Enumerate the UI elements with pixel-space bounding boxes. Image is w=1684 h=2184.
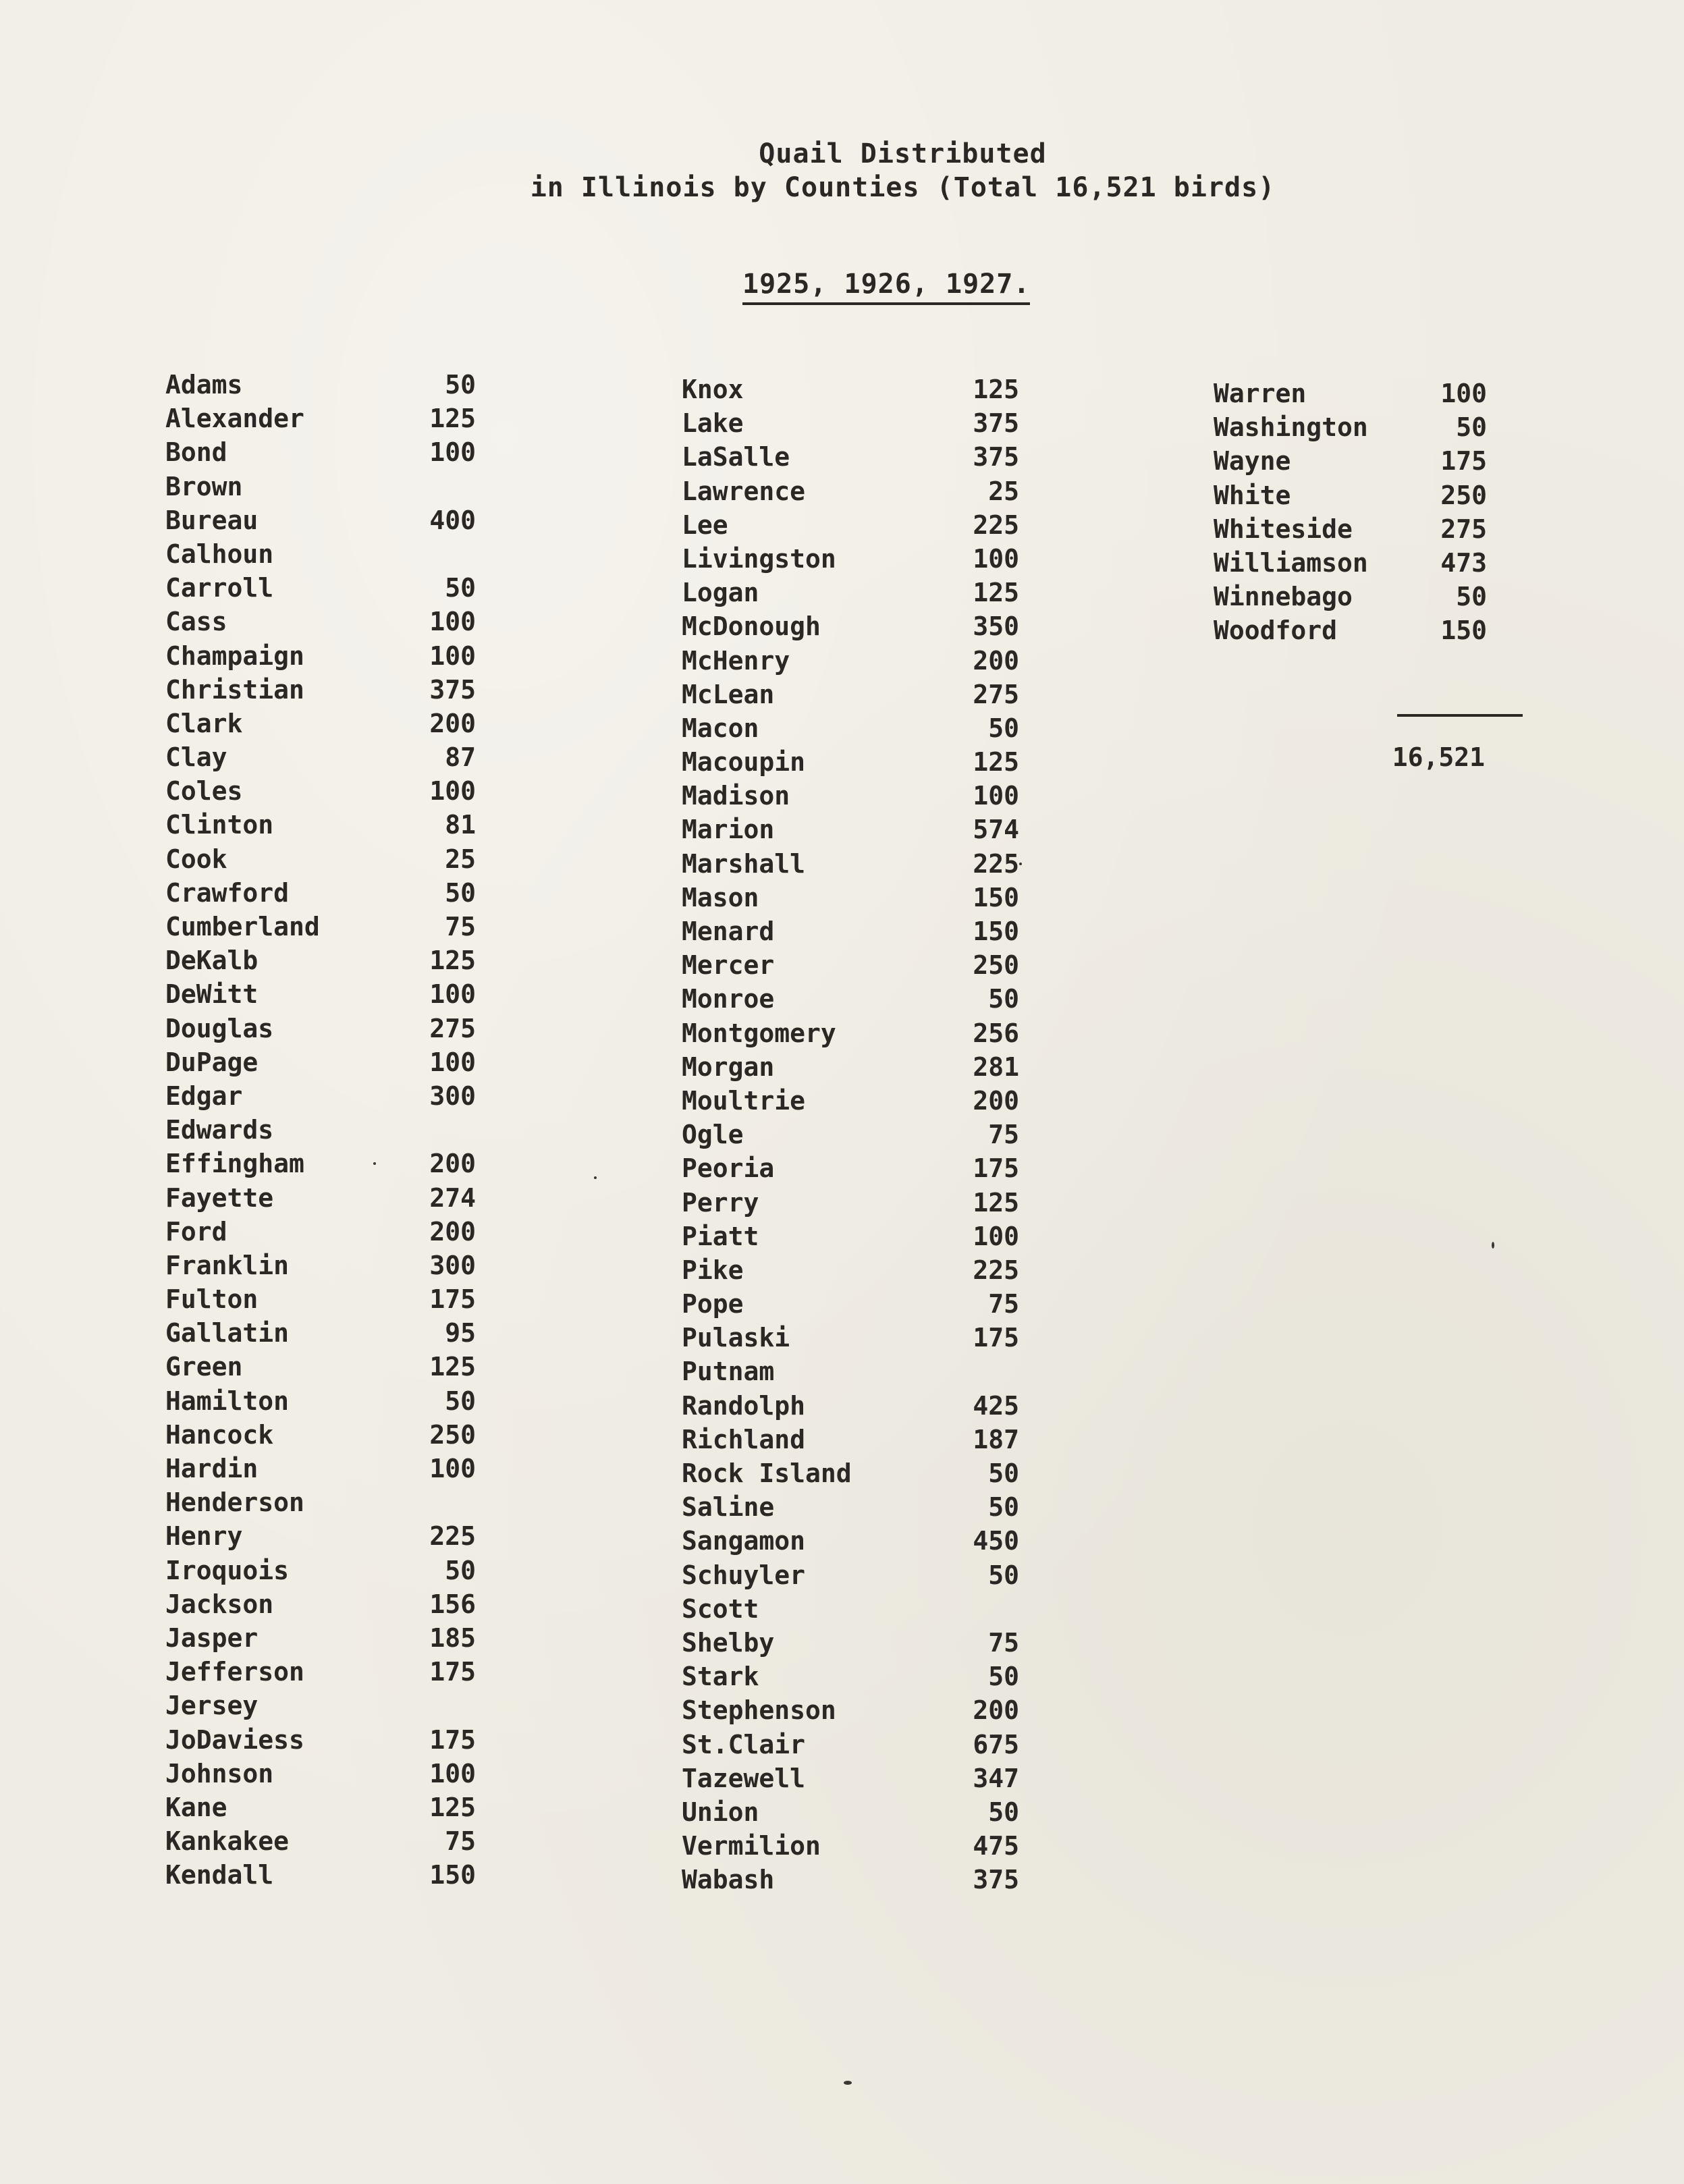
- bird-count: 100: [1440, 379, 1487, 408]
- bird-count: 475: [973, 1831, 1019, 1861]
- bird-count: 275: [973, 679, 1019, 709]
- county-name: Henry: [165, 1521, 243, 1552]
- county-name: Madison: [682, 781, 790, 811]
- county-name: Randolph: [682, 1390, 806, 1421]
- bird-count: 100: [973, 781, 1019, 811]
- county-name: Rock Island: [682, 1458, 852, 1488]
- county-name: Washington: [1214, 412, 1368, 443]
- bird-count: 50: [988, 1662, 1019, 1692]
- bird-count: 275: [1440, 514, 1487, 544]
- bird-count: 50: [445, 1386, 476, 1416]
- bird-count: 50: [988, 984, 1019, 1014]
- bird-count: 300: [429, 1250, 476, 1280]
- bird-count: 375: [973, 442, 1019, 472]
- bird-count: 50: [988, 1458, 1019, 1488]
- county-name: Johnson: [165, 1758, 274, 1789]
- bird-count: 200: [973, 1085, 1019, 1116]
- county-name: Warren: [1214, 379, 1307, 408]
- bird-count: 50: [1456, 582, 1487, 612]
- county-name: Hancock: [165, 1419, 274, 1450]
- bird-count: 187: [973, 1424, 1019, 1454]
- county-name: Kane: [165, 1792, 227, 1822]
- county-name: Woodford: [1214, 616, 1338, 646]
- bird-count: 200: [429, 1149, 476, 1179]
- county-name: Cumberland: [165, 912, 320, 941]
- paper-speck: [1492, 1242, 1494, 1249]
- paper-speck: [373, 1162, 376, 1165]
- county-name: Cass: [165, 607, 227, 637]
- bird-count: 375: [973, 1865, 1019, 1895]
- bird-count: 125: [429, 1792, 476, 1822]
- bird-count: 175: [429, 1657, 476, 1687]
- bird-count: 225: [973, 1255, 1019, 1285]
- county-name: Morgan: [682, 1052, 775, 1082]
- county-name: Pike: [682, 1255, 744, 1285]
- county-name: Logan: [682, 578, 759, 608]
- bird-count: 125: [429, 1352, 476, 1382]
- bird-count: 200: [973, 645, 1019, 676]
- county-name: Lake: [682, 408, 744, 439]
- bird-count: 175: [429, 1724, 476, 1755]
- bird-count: 75: [988, 1120, 1019, 1150]
- bird-count: 81: [445, 810, 476, 840]
- bird-count: 200: [973, 1695, 1019, 1726]
- bird-count: 50: [988, 1560, 1019, 1590]
- county-name: McHenry: [682, 645, 790, 676]
- bird-count: 75: [988, 1627, 1019, 1658]
- county-name: Fulton: [165, 1284, 259, 1315]
- county-name: Clark: [165, 708, 243, 738]
- bird-count: 87: [445, 742, 476, 773]
- county-name: Pulaski: [682, 1323, 790, 1353]
- bird-count: 100: [429, 1758, 476, 1789]
- paper-speck: [1019, 863, 1022, 865]
- county-name: Lawrence: [682, 476, 806, 506]
- bird-count: 50: [445, 573, 476, 603]
- county-name: Peoria: [682, 1153, 775, 1184]
- bird-count: 100: [429, 1047, 476, 1077]
- bird-count: 274: [429, 1182, 476, 1213]
- county-name: Clay: [165, 742, 227, 773]
- county-name: Calhoun: [165, 539, 274, 569]
- bird-count: 100: [429, 640, 476, 671]
- years-heading: 1925, 1926, 1927.: [742, 269, 1030, 305]
- bird-count: 200: [429, 708, 476, 738]
- bird-count: 150: [973, 882, 1019, 912]
- county-name: Effingham: [165, 1149, 304, 1179]
- county-name: Marshall: [682, 848, 806, 879]
- county-name: Macoupin: [682, 747, 806, 777]
- bird-count: 25: [988, 476, 1019, 506]
- county-name: Moultrie: [682, 1085, 806, 1116]
- bird-count: 100: [429, 607, 476, 637]
- county-name: Sangamon: [682, 1526, 806, 1556]
- county-name: Crawford: [165, 877, 290, 908]
- county-name: White: [1214, 480, 1291, 510]
- county-name: Winnebago: [1214, 582, 1353, 612]
- county-name: Putnam: [682, 1357, 775, 1387]
- document-subtitle: in Illinois by Counties (Total 16,521 birds): [530, 172, 1276, 203]
- county-name: Fayette: [165, 1182, 274, 1213]
- bird-count: 100: [429, 1454, 476, 1483]
- bird-count: 50: [1456, 412, 1487, 443]
- county-name: Alexander: [165, 404, 304, 434]
- county-name: Carroll: [165, 573, 274, 603]
- total-divider: [1397, 714, 1523, 717]
- county-name: DeKalb: [165, 946, 259, 976]
- bird-count: 100: [429, 437, 476, 468]
- county-name: Brown: [165, 471, 243, 501]
- county-name: Iroquois: [165, 1555, 290, 1585]
- bird-count: 50: [445, 1555, 476, 1585]
- county-name: Coles: [165, 776, 243, 807]
- paper-speck: [844, 2081, 852, 2085]
- bird-count: 375: [973, 408, 1019, 439]
- bird-count: 347: [973, 1763, 1019, 1793]
- document-title: Quail Distributed: [759, 138, 1047, 169]
- county-name: Cook: [165, 844, 227, 874]
- bird-count: 125: [973, 375, 1019, 404]
- bird-count: 156: [429, 1589, 476, 1619]
- county-name: Monroe: [682, 984, 775, 1014]
- bird-count: 425: [973, 1390, 1019, 1421]
- bird-count: 175: [973, 1153, 1019, 1184]
- bird-count: 125: [973, 578, 1019, 608]
- bird-count: 150: [429, 1860, 476, 1890]
- county-name: Knox: [682, 375, 744, 404]
- county-name: Kendall: [165, 1860, 274, 1890]
- county-name: Lee: [682, 510, 728, 540]
- county-name: Green: [165, 1352, 243, 1382]
- bird-count: 25: [445, 844, 476, 874]
- bird-count: 350: [973, 611, 1019, 642]
- county-name: JoDaviess: [165, 1724, 304, 1755]
- bird-count: 75: [988, 1289, 1019, 1319]
- bird-count: 300: [429, 1081, 476, 1111]
- bird-count: 250: [1440, 480, 1487, 510]
- county-name: Kankakee: [165, 1826, 290, 1857]
- bird-count: 175: [973, 1323, 1019, 1353]
- county-name: McDonough: [682, 611, 821, 642]
- county-name: Clinton: [165, 810, 274, 840]
- bird-count: 175: [1440, 446, 1487, 476]
- county-name: Livingston: [682, 543, 836, 574]
- county-name: Mason: [682, 882, 759, 912]
- county-name: Hamilton: [165, 1386, 290, 1416]
- county-name: Williamson: [1214, 547, 1368, 578]
- county-name: Bond: [165, 437, 227, 468]
- bird-count: 75: [445, 1826, 476, 1857]
- county-name: Saline: [682, 1492, 775, 1523]
- bird-count: 275: [429, 1013, 476, 1043]
- bird-count: 50: [445, 877, 476, 908]
- bird-count: 225: [973, 510, 1019, 540]
- county-name: Piatt: [682, 1221, 759, 1251]
- county-name: Scott: [682, 1593, 759, 1624]
- county-name: St.Clair: [682, 1729, 806, 1759]
- bird-count: 250: [429, 1419, 476, 1450]
- county-name: Adams: [165, 370, 243, 400]
- bird-count: 100: [429, 979, 476, 1010]
- bird-count: 125: [429, 946, 476, 976]
- county-name: LaSalle: [682, 442, 790, 472]
- bird-count: 125: [973, 747, 1019, 777]
- county-name: Schuyler: [682, 1560, 806, 1590]
- county-name: Richland: [682, 1424, 806, 1454]
- county-name: Henderson: [165, 1487, 304, 1518]
- county-name: Edgar: [165, 1081, 243, 1111]
- county-name: McLean: [682, 679, 775, 709]
- county-name: Jasper: [165, 1622, 259, 1653]
- bird-count: 95: [445, 1318, 476, 1348]
- grand-total: 16,521: [1392, 742, 1485, 772]
- bird-count: 100: [973, 543, 1019, 574]
- bird-count: 450: [973, 1526, 1019, 1556]
- county-name: Gallatin: [165, 1318, 290, 1348]
- bird-count: 185: [429, 1622, 476, 1653]
- county-name: Douglas: [165, 1013, 274, 1043]
- county-name: Stephenson: [682, 1695, 836, 1726]
- county-name: Vermilion: [682, 1831, 821, 1861]
- bird-count: 574: [973, 815, 1019, 845]
- bird-count: 175: [429, 1284, 476, 1315]
- bird-count: 281: [973, 1052, 1019, 1082]
- bird-count: 225: [429, 1521, 476, 1552]
- bird-count: 50: [988, 1797, 1019, 1827]
- bird-count: 50: [445, 370, 476, 400]
- bird-count: 150: [973, 917, 1019, 946]
- county-name: Marion: [682, 815, 775, 845]
- bird-count: 100: [973, 1221, 1019, 1251]
- county-name: Ogle: [682, 1120, 744, 1150]
- county-name: Whiteside: [1214, 514, 1353, 544]
- county-name: Tazewell: [682, 1763, 806, 1793]
- county-name: Franklin: [165, 1250, 290, 1280]
- county-name: Christian: [165, 674, 304, 705]
- county-name: Perry: [682, 1187, 759, 1218]
- bird-count: 125: [973, 1187, 1019, 1218]
- county-name: Jackson: [165, 1589, 274, 1619]
- county-name: Wayne: [1214, 446, 1291, 476]
- county-name: Shelby: [682, 1627, 775, 1658]
- bird-count: 50: [988, 1492, 1019, 1523]
- county-name: Union: [682, 1797, 759, 1827]
- paper-speck: [594, 1176, 597, 1179]
- bird-count: 150: [1440, 616, 1487, 646]
- bird-count: 250: [973, 950, 1019, 981]
- county-name: Stark: [682, 1662, 759, 1692]
- county-name: DeWitt: [165, 979, 259, 1010]
- bird-count: 400: [429, 505, 476, 535]
- county-name: Montgomery: [682, 1018, 836, 1048]
- bird-count: 75: [445, 912, 476, 941]
- county-name: Hardin: [165, 1454, 259, 1483]
- bird-count: 375: [429, 674, 476, 705]
- bird-count: 473: [1440, 547, 1487, 578]
- county-name: Champaign: [165, 640, 304, 671]
- bird-count: 225: [973, 848, 1019, 879]
- county-name: DuPage: [165, 1047, 259, 1077]
- bird-count: 256: [973, 1018, 1019, 1048]
- county-name: Ford: [165, 1216, 227, 1247]
- county-name: Bureau: [165, 505, 259, 535]
- county-name: Wabash: [682, 1865, 775, 1895]
- county-name: Edwards: [165, 1115, 274, 1145]
- bird-count: 100: [429, 776, 476, 807]
- county-name: Menard: [682, 917, 775, 946]
- bird-count: 675: [973, 1729, 1019, 1759]
- county-name: Jersey: [165, 1691, 259, 1721]
- bird-count: 50: [988, 713, 1019, 743]
- bird-count: 200: [429, 1216, 476, 1247]
- bird-count: 125: [429, 404, 476, 434]
- county-name: Pope: [682, 1289, 744, 1319]
- county-name: Jefferson: [165, 1657, 304, 1687]
- county-name: Mercer: [682, 950, 775, 981]
- county-name: Macon: [682, 713, 759, 743]
